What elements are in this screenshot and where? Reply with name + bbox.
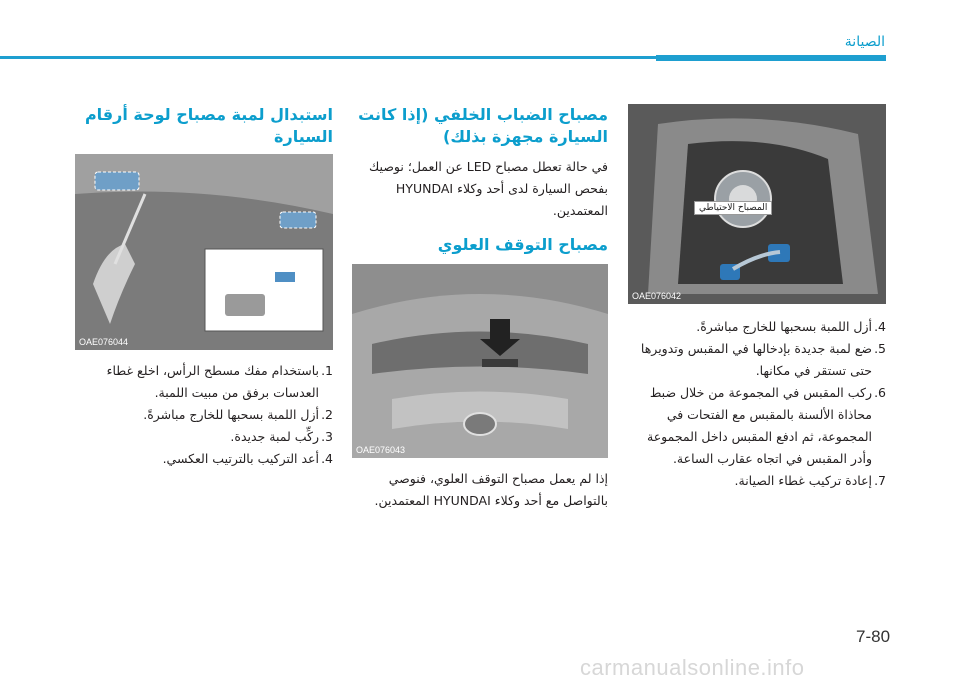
list-item xyxy=(628,382,886,470)
step-text: ضع لمبة جديدة بإدخالها في المقبس وتدويرها حتى تستقر في مكانها. xyxy=(640,341,872,378)
stop-lamp-body: إذا لم يعمل مصباح التوقف العلوي، فنوصي بالتواصل مع أحد وكلاء HYUNDAI المعتمدين. xyxy=(374,471,608,508)
step-number: 4. xyxy=(321,451,333,466)
step-number: 6. xyxy=(874,385,886,400)
license-lamp-illustration xyxy=(75,154,333,350)
step-number: 3. xyxy=(321,429,333,444)
page-number: 7-80 xyxy=(856,627,891,646)
stop-lamp-image xyxy=(352,264,608,458)
list-item xyxy=(75,426,333,448)
step-text: أزل اللمبة بسحبها للخارج مباشرةً. xyxy=(143,407,319,422)
step-text: أعد التركيب بالترتيب العكسي. xyxy=(162,451,319,466)
list-item xyxy=(628,316,886,338)
step-text: إعادة تركيب غطاء الصيانة. xyxy=(734,473,872,488)
step-number: 7. xyxy=(874,473,886,488)
step-text: أزل اللمبة بسحبها للخارج مباشرةً. xyxy=(696,319,872,334)
license-lamp-image xyxy=(75,154,333,350)
license-lamp-heading: استبدال لمبة مصباح لوحة أرقام السيارة xyxy=(84,105,333,146)
list-item xyxy=(628,470,886,492)
list-item xyxy=(75,448,333,470)
image-code: OAE076044 xyxy=(79,337,129,347)
middle-column xyxy=(352,104,608,512)
list-item xyxy=(628,338,886,382)
left-column xyxy=(75,104,333,470)
image-code: OAE076043 xyxy=(356,445,406,455)
step-list xyxy=(628,316,886,492)
watermark: carmanualsonline.info xyxy=(580,655,805,680)
callout-label: المصباح الاحتياطي xyxy=(694,201,772,215)
image-code: OAE076042 xyxy=(632,291,682,301)
step-text: باستخدام مفك مسطح الرأس، اخلع غطاء العدسات برفق من مبيت اللمبة. xyxy=(106,363,319,400)
list-item xyxy=(75,360,333,404)
backup-lamp-image xyxy=(628,104,886,304)
step-list xyxy=(75,360,333,470)
step-number: 2. xyxy=(321,407,333,422)
step-text: ركِّب لمبة جديدة. xyxy=(230,429,319,444)
step-text: ركب المقبس في المجموعة من خلال ضبط محاذاة الألسنة بالمقبس مع الفتحات في المجموعة، ثم ادفع المقبس داخل المجموعة وأدر المقبس في اتجاه عقارب الساعة. xyxy=(647,385,872,466)
fog-lamp-body: في حالة تعطل مصباح LED عن العمل؛ نوصيك بفحص السيارة لدى أحد وكلاء HYUNDAI المعتمدين. xyxy=(369,159,608,218)
list-item xyxy=(75,404,333,426)
section-title: الصيانة xyxy=(844,34,885,50)
right-column xyxy=(628,104,886,492)
step-number: 1. xyxy=(321,363,333,378)
stop-lamp-illustration xyxy=(352,264,608,458)
fog-lamp-heading: مصباح الضباب الخلفي (إذا كانت السيارة مجهزة بذلك) xyxy=(358,105,608,146)
step-number: 4. xyxy=(874,319,886,334)
stop-lamp-heading: مصباح التوقف العلوي xyxy=(437,235,608,254)
header-rule-accent xyxy=(656,55,886,61)
step-number: 5. xyxy=(874,341,886,356)
